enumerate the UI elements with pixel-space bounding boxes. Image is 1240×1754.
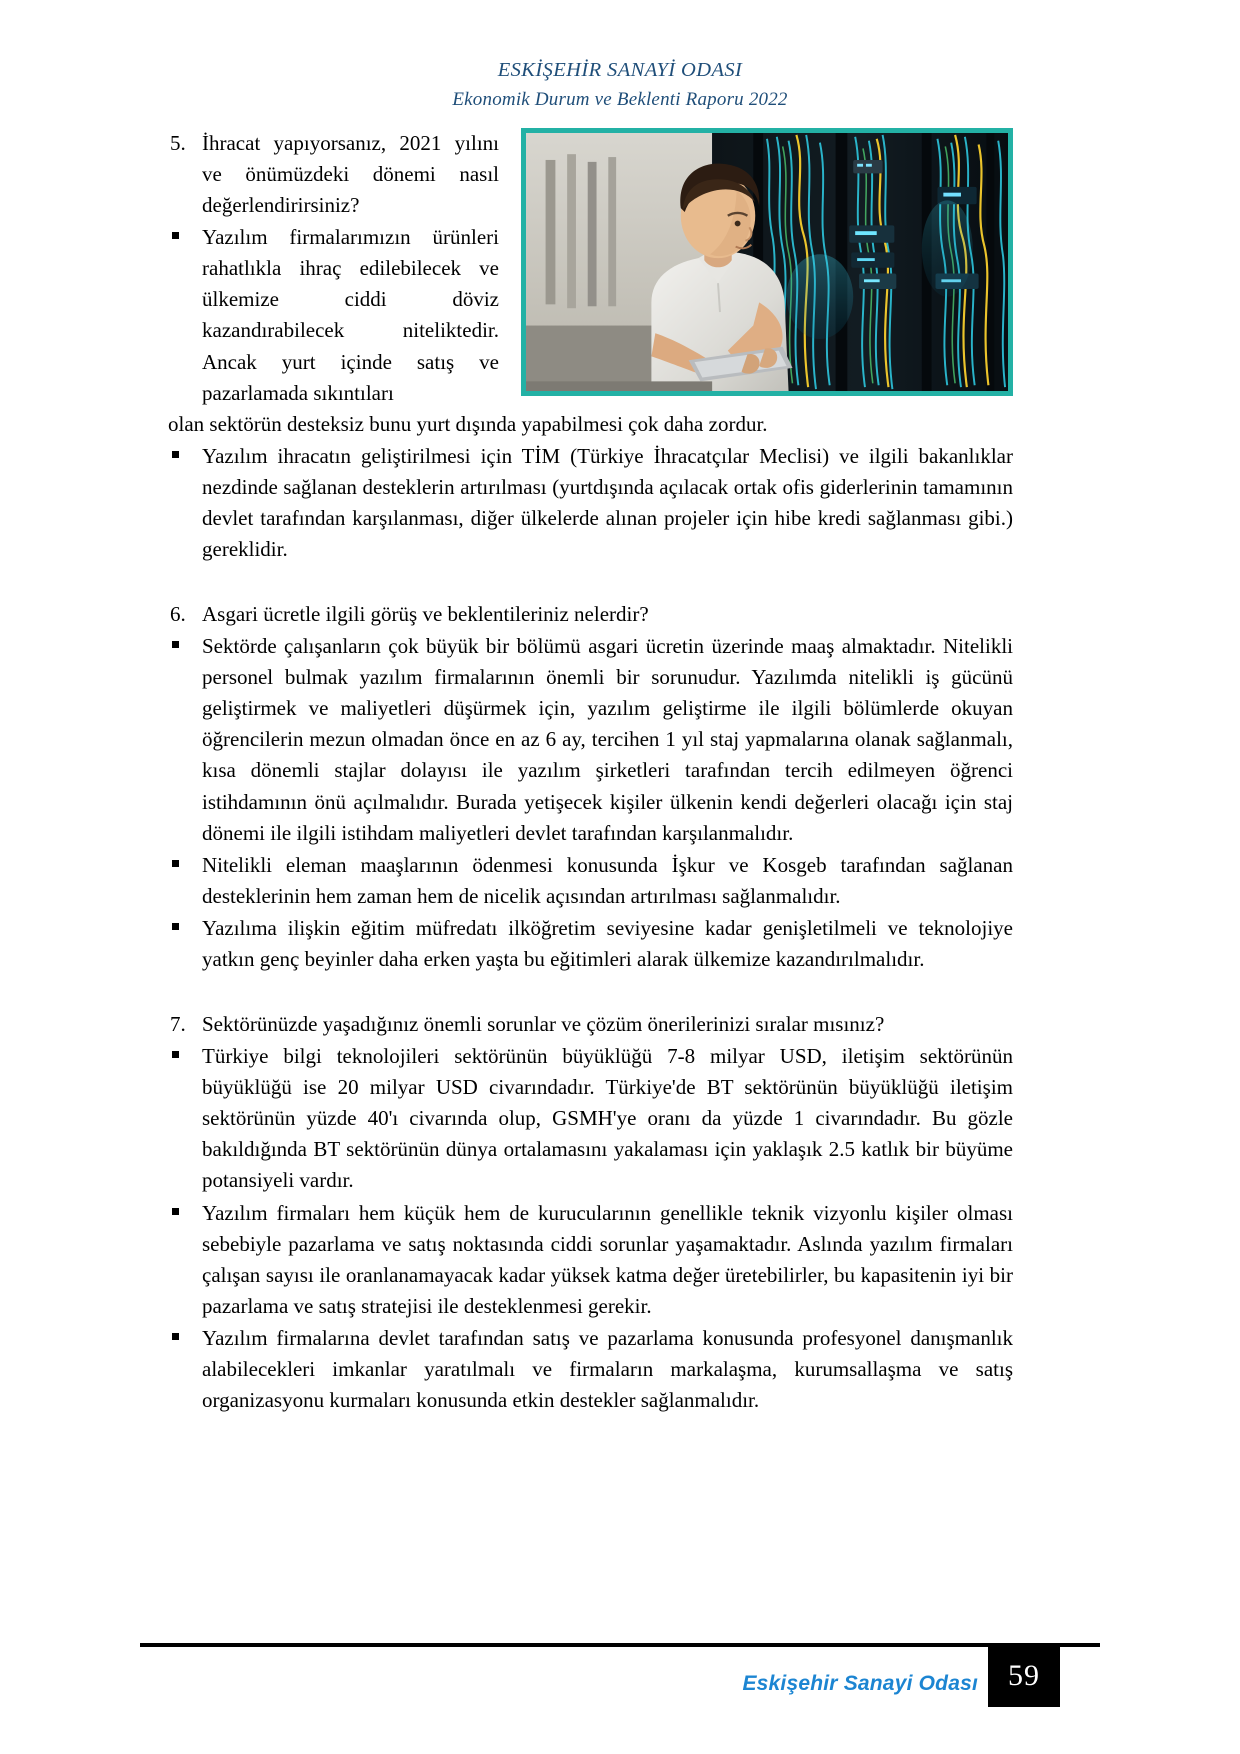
header-organization-name: ESKİŞEHİR SANAYİ ODASI xyxy=(497,59,743,81)
document-body xyxy=(168,128,1013,1416)
bullet-square-icon xyxy=(168,1041,202,1070)
question-6-bullet-3-text: Yazılıma ilişkin eğitim müfredatı ilköğretim seviyesine kadar genişletilmeli ve teknolojiye yatkın genç beyinler daha erken yaşta bu eğitimleri alarak ülkemize kazandırılmalıdır. xyxy=(202,915,1013,971)
bullet-square-icon xyxy=(168,222,202,251)
question-5-bullet-1-text-narrow: Yazılım firmalarımızın ürünleri rahatlıkla ihraç edilebilecek ve ülkemize ciddi döviz kazandırabilecek niteliktedir. Ancak yurt içinde satış ve pazarlamada sıkıntıları xyxy=(202,225,499,405)
figure-illustration xyxy=(526,133,1008,391)
figure-server-room-technician xyxy=(521,128,1013,396)
question-5-bullet-1 xyxy=(168,222,499,408)
question-6-bullet-2-text: Nitelikli eleman maaşlarının ödenmesi konusunda İşkur ve Kosgeb tarafından sağlanan desteklerinin hem zaman hem de nicelik açısından artırılması sağlanmalıdır. xyxy=(202,852,1013,908)
document-header xyxy=(0,58,1240,112)
bullet-square-icon xyxy=(168,441,202,470)
page-number-badge: 59 xyxy=(988,1645,1060,1707)
question-5-bullet-2 xyxy=(168,441,1013,565)
bullet-square-icon xyxy=(168,1198,202,1227)
question-7-bullet-1 xyxy=(168,1041,1013,1196)
footer-divider-rule xyxy=(140,1643,1100,1647)
question-6-bullet-2 xyxy=(168,850,1013,912)
question-7-text: Sektörünüzde yaşadığınız önemli sorunlar ve çözüm önerilerinizi sıralar mısınız? xyxy=(202,1012,885,1037)
footer-label: Eskişehir Sanayi Odası xyxy=(742,1672,978,1695)
question-5-bullet-2-text: Yazılım ihracatın geliştirilmesi için TİM (Türkiye İhracatçılar Meclisi) ve ilgili bakanlıklar nezdinde sağlanan desteklerin artırılması (yurtdışında açılacak ortak ofis giderlerinin tamamının devlet tarafından karşılanması, diğer ülkelerde alınan projeler için hibe kredi sağlanması gibi.) gereklidir. xyxy=(202,443,1013,562)
question-5-bullet-1-text-wide: olan sektörün desteksiz bunu yurt dışında yapabilmesi çok daha zordur. xyxy=(168,411,768,436)
question-7-number: 7. xyxy=(170,1012,186,1037)
bullet-square-icon xyxy=(168,850,202,879)
question-6-text: Asgari ücretle ilgili görüş ve beklentileriniz nelerdir? xyxy=(202,602,649,627)
question-7-bullet-3 xyxy=(168,1323,1013,1416)
bullet-square-icon xyxy=(168,1323,202,1352)
question-7 xyxy=(168,1009,1013,1040)
header-report-title: Ekonomik Durum ve Beklenti Raporu 2022 xyxy=(452,88,788,110)
question-5 xyxy=(168,128,499,221)
question-5-number: 5. xyxy=(170,131,186,155)
question-7-bullet-3-text: Yazılım firmalarına devlet tarafından satış ve pazarlama konusunda profesyonel danışmanlık alabilecekleri imkanlar yaratılmalı ve firmaların markalaşma, kurumsallaşma ve satış organizasyonu kurmaları konusunda etkin destekler sağlanmalıdır. xyxy=(202,1325,1013,1412)
bullet-square-icon xyxy=(168,631,202,660)
question-6-bullet-3 xyxy=(168,913,1013,975)
question-6-number: 6. xyxy=(170,602,186,627)
question-6-bullet-1 xyxy=(168,631,1013,849)
bullet-square-icon xyxy=(168,913,202,942)
question-6-bullet-1-text: Sektörde çalışanların çok büyük bir bölümü asgari ücretin üzerinde maaş almaktadır. Nitelikli personel bulmak yazılım firmalarının önemli bir sorunudur. Yazılımda nitelikli iş gücünü geliştirmek ve maliyetleri düşürmek için, yazılım geliştirme ile ilgili bölümlerde okuyan öğrencilerin mezun olmadan önce en az 6 ay, tercihen 1 yıl staj yapmalarına olanak sağlanmalı, kısa dönemli stajlar dolayısı ile yazılım şirketleri tarafından tercih edilmeyen öğrenci istihdamının önü açılmalıdır. Burada yetişecek kişiler ülkenin kendi değerleri olacağı için staj dönemi ile ilgili istihdam maliyetleri devlet tarafından karşılanmalıdır. xyxy=(202,634,1013,845)
question-7-bullet-2 xyxy=(168,1198,1013,1322)
question-6 xyxy=(168,599,1013,630)
question-5-text: İhracat yapıyorsanız, 2021 yılını ve önümüzdeki dönemi nasıl değerlendirirsiniz? xyxy=(202,131,499,218)
question-7-bullet-2-text: Yazılım firmaları hem küçük hem de kurucularının genellikle teknik vizyonlu kişiler olması sebebiyle pazarlama ve satış noktasında ciddi sorunlar yaşamaktadır. Aslında yazılım firmaları çalışan sayısı ile oranlanamayacak kadar yüksek katma değer üretebilirler, bu kapasitenin iyi bir pazarlama ve satış stratejisi ile desteklenmesi gerekir. xyxy=(202,1200,1013,1318)
question-7-bullet-1-text: Türkiye bilgi teknolojileri sektörünün büyüklüğü 7-8 milyar USD, iletişim sektörünün büyüklüğü ise 20 milyar USD civarındadır. Türkiye'de BT sektörünün büyüklüğü iletişim sektörünün yüzde 40'ı civarında olup, GSMH'ye oranı da yüzde 1 civarındadır. Bu gözle bakıldığında BT sektörünün dünya ortalamasını yakalaması için yaklaşık 2.5 katlık bir büyüme potansiyeli vardır. xyxy=(202,1044,1013,1193)
